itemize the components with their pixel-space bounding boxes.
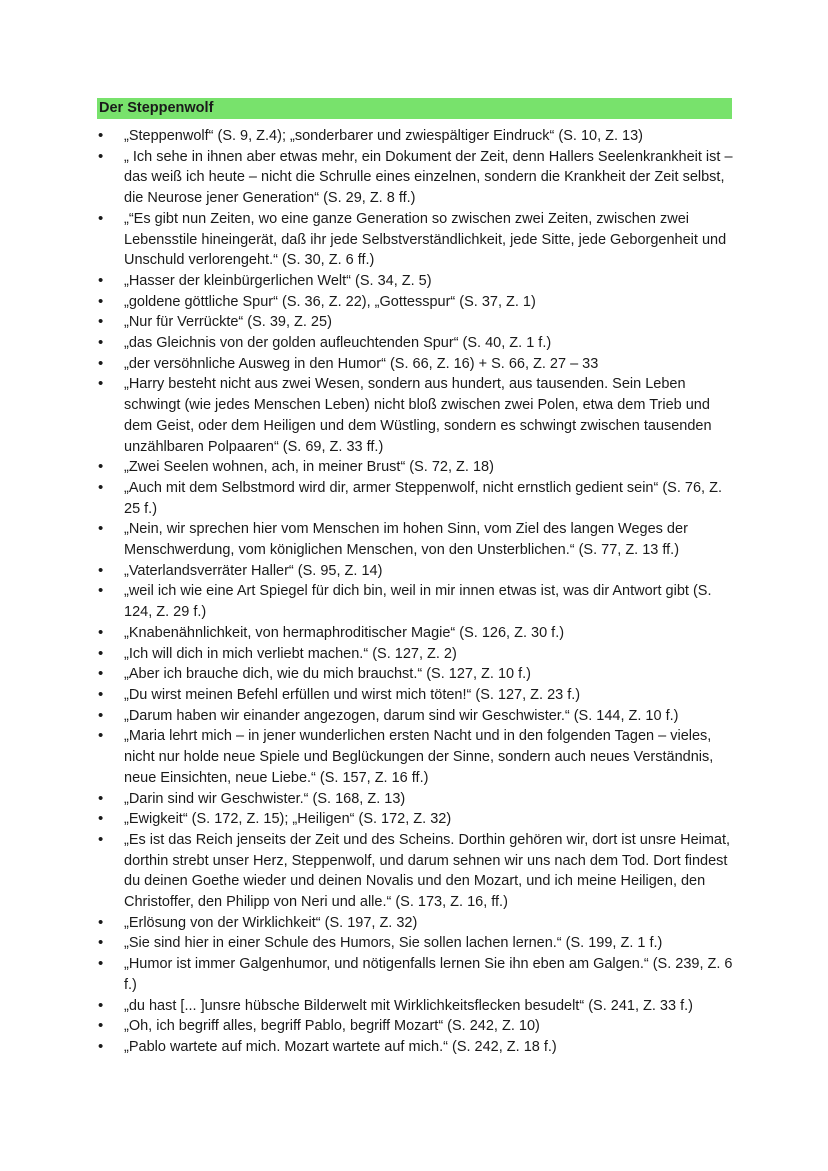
- quote-list-item: • „ Ich sehe in ihnen aber etwas mehr, ein Dokument der Zeit, denn Hallers Seelenkrankheit ist – das weiß ich heute – nicht die Schrulle eines einzelnen, sondern die Krankheit der Zeit selbst, die Neurose jener Generation“ (S. 29, Z. 8 ff.): [124, 147, 736, 209]
- quote-list-item: • „Ewigkeit“ (S. 172, Z. 15); „Heiligen“ (S. 172, Z. 32): [124, 809, 736, 830]
- quote-list-item: • „Knabenähnlichkeit, von hermaphroditischer Magie“ (S. 126, Z. 30 f.): [124, 623, 736, 644]
- quote-list-item: • „goldene göttliche Spur“ (S. 36, Z. 22), „Gottesspur“ (S. 37, Z. 1): [124, 292, 736, 313]
- quote-list-item: • „Harry besteht nicht aus zwei Wesen, sondern aus hundert, aus tausenden. Sein Leben schwingt (wie jedes Menschen Leben) nicht bloß zwischen zwei Polen, etwa dem Trieb und dem Geist, oder dem Heiligen und dem Wüstling, sondern es schwingt zwischen tausenden unzählbaren Polpaaren“ (S. 69, Z. 33 ff.): [124, 374, 736, 457]
- quote-list-item: • „Erlösung von der Wirklichkeit“ (S. 197, Z. 32): [124, 913, 736, 934]
- quote-list-item: • „du hast [... ]unsre hübsche Bilderwelt mit Wirklichkeitsflecken besudelt“ (S. 241, Z. 33 f.): [124, 996, 736, 1017]
- quote-list-item: • „Ich will dich in mich verliebt machen.“ (S. 127, Z. 2): [124, 644, 736, 665]
- section-heading: Der Steppenwolf: [97, 98, 732, 119]
- quote-list-item: • „Nein, wir sprechen hier vom Menschen im hohen Sinn, vom Ziel des langen Weges der Menschwerdung, vom königlichen Menschen, von den Unsterblichen.“ (S. 77, Z. 13 ff.): [124, 519, 736, 560]
- quote-list-item: • „Darum haben wir einander angezogen, darum sind wir Geschwister.“ (S. 144, Z. 10 f.): [124, 706, 736, 727]
- quote-list-item: • „das Gleichnis von der golden aufleuchtenden Spur“ (S. 40, Z. 1 f.): [124, 333, 736, 354]
- quote-list-item: • „Darin sind wir Geschwister.“ (S. 168, Z. 13): [124, 789, 736, 810]
- quote-list-item: • „Vaterlandsverräter Haller“ (S. 95, Z. 14): [124, 561, 736, 582]
- quote-list-item: • „Steppenwolf“ (S. 9, Z.4); „sonderbarer und zwiespältiger Eindruck“ (S. 10, Z. 13): [124, 126, 736, 147]
- quote-list-item: • „Humor ist immer Galgenhumor, und nötigenfalls lernen Sie ihn eben am Galgen.“ (S. 239, Z. 6 f.): [124, 954, 736, 995]
- quote-list-item: • „weil ich wie eine Art Spiegel für dich bin, weil in mir innen etwas ist, was dir Antwort gibt (S. 124, Z. 29 f.): [124, 581, 736, 622]
- quote-list-item: • „Hasser der kleinbürgerlichen Welt“ (S. 34, Z. 5): [124, 271, 736, 292]
- quote-list-item: • „Es ist das Reich jenseits der Zeit und des Scheins. Dorthin gehören wir, dort ist unsre Heimat, dorthin strebt unser Herz, Steppenwolf, und darum sehnen wir uns nach dem Tod. Dort findest du deinen Goethe wieder und deinen Novalis und den Mozart, und ich meine Heiligen, den Christoffer, den Philipp von Neri und alle.“ (S. 173, Z. 16, ff.): [124, 830, 736, 913]
- quote-list-item: • „Oh, ich begriff alles, begriff Pablo, begriff Mozart“ (S. 242, Z. 10): [124, 1016, 736, 1037]
- quote-list-item: • „Aber ich brauche dich, wie du mich brauchst.“ (S. 127, Z. 10 f.): [124, 664, 736, 685]
- quote-list: [0, 126, 828, 1058]
- quote-list-item: • „Zwei Seelen wohnen, ach, in meiner Brust“ (S. 72, Z. 18): [124, 457, 736, 478]
- quote-list-item: • „Sie sind hier in einer Schule des Humors, Sie sollen lachen lernen.“ (S. 199, Z. 1 f.): [124, 933, 736, 954]
- quote-list-item: • „Du wirst meinen Befehl erfüllen und wirst mich töten!“ (S. 127, Z. 23 f.): [124, 685, 736, 706]
- quote-list-item: • „“Es gibt nun Zeiten, wo eine ganze Generation so zwischen zwei Zeiten, zwischen zwei Lebensstile hineingerät, daß ihr jede Selbstverständlichkeit, jede Sitte, jede Geborgenheit und Unschuld verlorengeht.“ (S. 30, Z. 6 ff.): [124, 209, 736, 271]
- quote-list-item: • „der versöhnliche Ausweg in den Humor“ (S. 66, Z. 16) + S. 66, Z. 27 – 33: [124, 354, 736, 375]
- quote-list-item: • „Nur für Verrückte“ (S. 39, Z. 25): [124, 312, 736, 333]
- quote-list-item: • „Maria lehrt mich – in jener wunderlichen ersten Nacht und in den folgenden Tagen – vieles, nicht nur holde neue Spiele und Beglückungen der Sinne, sondern auch neues Verständnis, neue Einsichten, neue Liebe.“ (S. 157, Z. 16 ff.): [124, 726, 736, 788]
- quote-list-item: • „Auch mit dem Selbstmord wird dir, armer Steppenwolf, nicht ernstlich gedient sein“ (S. 76, Z. 25 f.): [124, 478, 736, 519]
- quote-list-item: • „Pablo wartete auf mich. Mozart wartete auf mich.“ (S. 242, Z. 18 f.): [124, 1037, 736, 1058]
